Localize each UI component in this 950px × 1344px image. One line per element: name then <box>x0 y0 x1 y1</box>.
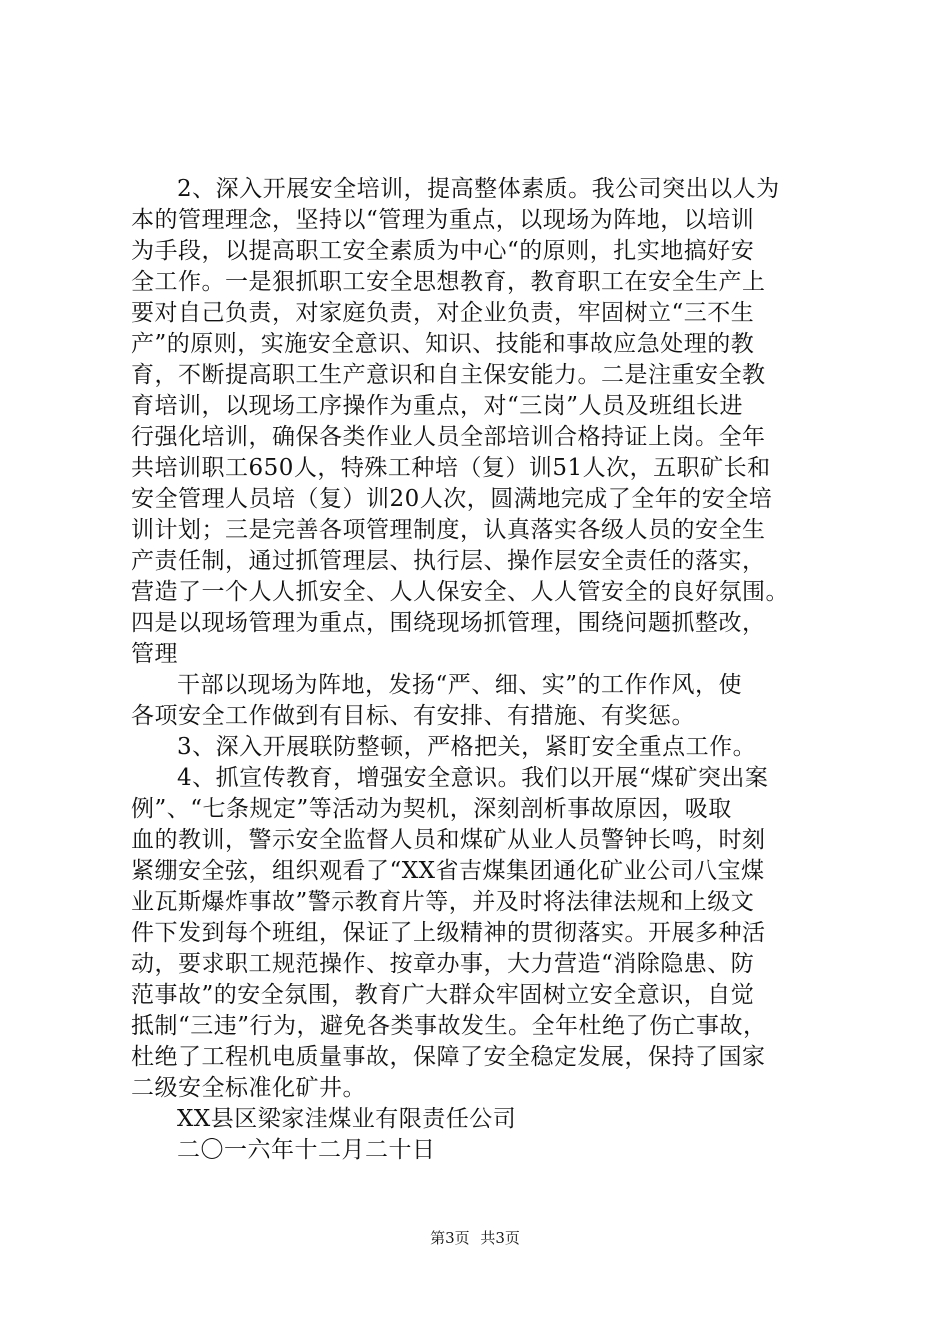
document-body <box>131 174 851 1166</box>
paragraph-line: 各项安全工作做到有目标、有安排、有措施、有奖惩。 <box>131 703 695 729</box>
company-signature: XX县区梁家洼煤业有限责任公司 <box>177 1106 517 1132</box>
paragraph-line: 二级安全标准化矿井。 <box>131 1075 366 1101</box>
paragraph-line: 抵制“三违”行为，避免各类事故发生。全年杜绝了伤亡事故， <box>131 1013 767 1039</box>
paragraph-line: 干部以现场为阵地，发扬“严、细、实”的工作作风，使 <box>177 672 743 698</box>
paragraph-line: 营造了一个人人抓安全、人人保安全、人人管安全的良好氛围。 <box>131 579 789 605</box>
paragraph-line: 紧绷安全弦，组织观看了“XX省吉煤集团通化矿业公司八宝煤 <box>131 858 765 884</box>
paragraph-line: 动，要求职工规范操作、按章办事，大力营造“消除隐患、防 <box>131 951 755 977</box>
paragraph-line: 行强化培训，确保各类作业人员全部培训合格持证上岗。全年 <box>131 424 766 450</box>
paragraph-line: 范事故”的安全氛围，教育广大群众牢固树立安全意识，自觉 <box>131 982 755 1008</box>
paragraph-line: 产”的原则，实施安全意识、知识、技能和事故应急处理的教 <box>131 331 755 357</box>
paragraph-line: 管理 <box>131 641 178 667</box>
paragraph-line: 育培训，以现场工序操作为重点，对“三岗”人员及班组长进 <box>131 393 744 419</box>
paragraph-line: 业瓦斯爆炸事故”警示教育片等，并及时将法律法规和上级文 <box>131 889 755 915</box>
paragraph-line: 安全管理人员培（复）训20人次，圆满地完成了全年的安全培 <box>131 486 773 512</box>
page-total: 共3页 <box>480 1229 520 1247</box>
page-footer <box>0 1228 950 1248</box>
document-date: 二〇一六年十二月二十日 <box>177 1137 436 1163</box>
paragraph-line: 例”、“七条规定”等活动为契机，深刻剖析事故原因，吸取 <box>131 796 732 822</box>
paragraph-line: 2、深入开展安全培训，提高整体素质。我公司突出以人为 <box>177 176 780 202</box>
paragraph-line: 件下发到每个班组，保证了上级精神的贯彻落实。开展多种活 <box>131 920 766 946</box>
paragraph-line: 血的教训，警示安全监督人员和煤矿从业人员警钟长鸣，时刻 <box>131 827 766 853</box>
paragraph-line: 3、深入开展联防整顿，严格把关，紧盯安全重点工作。 <box>177 734 757 760</box>
paragraph-line: 四是以现场管理为重点，围绕现场抓管理，围绕问题抓整改， <box>131 610 766 636</box>
paragraph-line: 要对自己负责，对家庭负责，对企业负责，牢固树立“三不生 <box>131 300 755 326</box>
paragraph-line: 杜绝了工程机电质量事故，保障了安全稳定发展，保持了国家 <box>131 1044 766 1070</box>
paragraph-line: 本的管理理念，坚持以“管理为重点，以现场为阵地，以培训 <box>131 207 755 233</box>
paragraph-line: 4、抓宣传教育，增强安全意识。我们以开展“煤矿突出案 <box>177 765 769 791</box>
paragraph-line: 产责任制，通过抓管理层、执行层、操作层安全责任的落实， <box>131 548 766 574</box>
paragraph-line: 全工作。一是狠抓职工安全思想教育，教育职工在安全生产上 <box>131 269 766 295</box>
paragraph-line: 共培训职工650人，特殊工种培（复）训51人次，五职矿长和 <box>131 455 771 481</box>
paragraph-line: 为手段，以提高职工安全素质为中心“的原则，扎实地搞好安 <box>131 238 755 264</box>
page-number: 第3页 <box>430 1229 470 1247</box>
paragraph-line: 训计划；三是完善各项管理制度，认真落实各级人员的安全生 <box>131 517 766 543</box>
paragraph-line: 育，不断提高职工生产意识和自主保安能力。二是注重安全教 <box>131 362 766 388</box>
